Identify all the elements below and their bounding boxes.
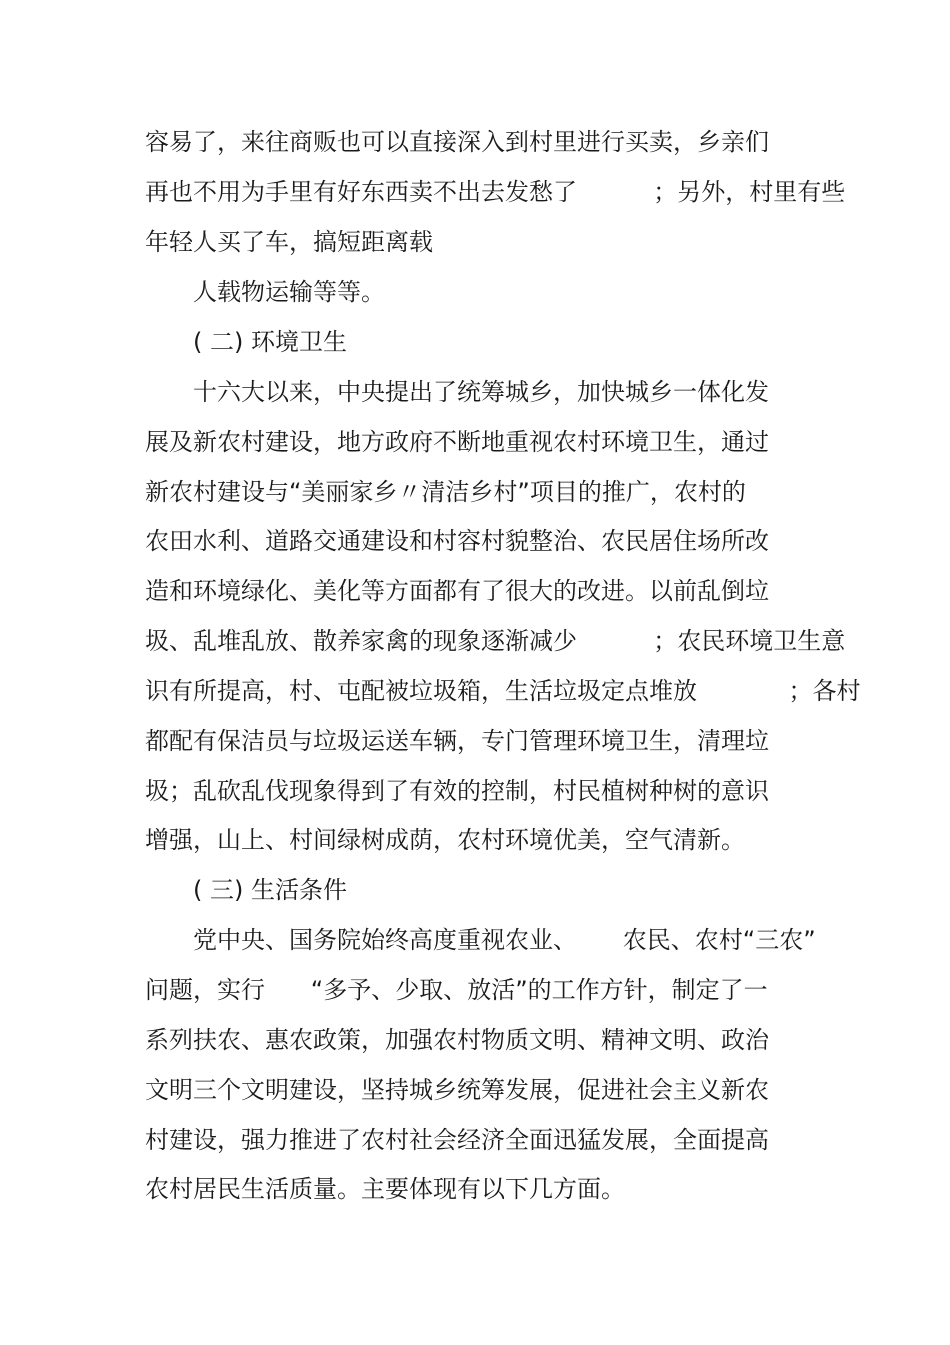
text-line: 系列扶农、惠农政策，加强农村物质文明、精神文明、政治 [145,1026,769,1054]
text-line: 识有所提高，村、屯配被垃圾箱，生活垃圾定点堆放 ；各村 [145,677,861,705]
text-line: 人载物运输等等。 [193,278,385,306]
section-heading: ( 二) 环境卫生 [193,328,347,356]
text-line: 问题，实行 “多予、少取、放活”的工作方针，制定了一 [145,976,768,1004]
text-line: 圾、乱堆乱放、散养家禽的现象逐渐减少 ；农民环境卫生意 [145,627,846,655]
text-line: 十六大以来，中央提出了统筹城乡，加快城乡一体化发 [193,378,769,406]
text-line: 年轻人买了车，搞短距离载 [145,228,433,256]
text-line: 党中央、国务院始终高度重视农业、 农民、农村“三农” [193,926,816,954]
text-line: 新农村建设与“美丽家乡〃清洁乡村”项目的推广，农村的 [145,478,746,506]
text-line: 再也不用为手里有好东西卖不出去发愁了 ；另外，村里有些 [145,178,846,206]
text-line: 圾；乱砍乱伐现象得到了有效的控制，村民植树种树的意识 [145,777,769,805]
section-heading: ( 三) 生活条件 [193,876,347,904]
text-line: 容易了，来往商贩也可以直接深入到村里进行买卖，乡亲们 [145,128,769,156]
text-line: 造和环境绿化、美化等方面都有了很大的改进。以前乱倒垃 [145,577,769,605]
text-line: 农村居民生活质量。主要体现有以下几方面。 [145,1175,625,1203]
text-line: 村建设，强力推进了农村社会经济全面迅猛发展，全面提高 [145,1126,769,1154]
text-line: 都配有保洁员与垃圾运送车辆，专门管理环境卫生，清理垃 [145,727,769,755]
text-line: 展及新农村建设，地方政府不断地重视农村环境卫生，通过 [145,428,769,456]
text-line: 农田水利、道路交通建设和村容村貌整治、农民居住场所改 [145,527,769,555]
text-line: 文明三个文明建设，坚持城乡统筹发展，促进社会主义新农 [145,1076,769,1104]
text-line: 增强，山上、村间绿树成荫，农村环境优美，空气清新。 [145,826,745,854]
